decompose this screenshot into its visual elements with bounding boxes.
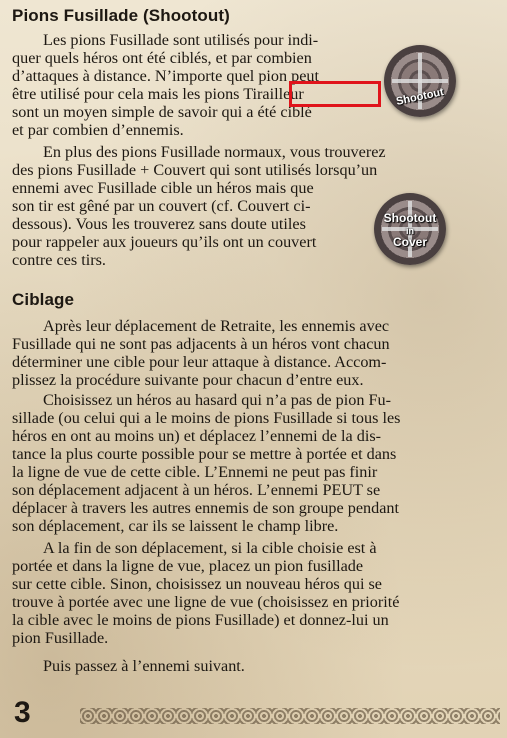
page-number: 3 xyxy=(14,696,31,729)
shootout-cover-token-icon xyxy=(374,193,446,265)
text-line: son tir est gêné par un couvert (cf. Couvert ci- xyxy=(12,197,311,215)
text-line: Après leur déplacement de Retraite, les ennemis avec xyxy=(43,317,390,335)
text-line: A la fin de son déplacement, si la cible choisie est à xyxy=(43,539,377,557)
text-line: déterminer une cible pour leur attaque à distance. Accom- xyxy=(12,353,387,371)
text-line: Puis passez à l’ennemi suivant. xyxy=(43,657,245,675)
shootout-cover-label-mid: in xyxy=(406,226,414,236)
shootout-token-icon xyxy=(384,45,456,117)
text-line: déplacer à travers les autres ennemis de son groupe pendant xyxy=(12,499,399,517)
shootout-token-label: Shootout xyxy=(395,86,445,108)
text-line: être utilisé pour cela mais les pions Tirailleur xyxy=(12,85,304,103)
text-line: dessous). Vous les trouverez sans doute utiles xyxy=(12,215,306,233)
text-line: pion Fusillade. xyxy=(12,629,109,647)
text-line: la cible avec le moins de pions Fusillade) et donnez-lui un xyxy=(12,611,389,629)
text-line: trouve à portée avec une ligne de vue (choisissez en priorité xyxy=(12,593,400,611)
text-line: son déplacement, car ils se laissent le champ libre. xyxy=(12,517,339,535)
decorative-border xyxy=(80,708,500,724)
text-line: son déplacement adjacent à un héros. L’ennemi PEUT se xyxy=(12,481,381,499)
text-line: ennemi avec Fusillade cible un héros mais que xyxy=(12,179,314,197)
section-title-ciblage: Ciblage xyxy=(12,290,75,309)
text-line: contre ces tirs. xyxy=(12,251,106,269)
text-line: sont un moyen simple de savoir qui a été ciblé xyxy=(12,103,312,121)
text-line: des pions Fusillade + Couvert qui sont utilisés lorsqu’un xyxy=(12,161,378,179)
text-line: En plus des pions Fusillade normaux, vous trouverez xyxy=(43,143,386,161)
text-line: tance la plus courte possible pour se mettre à portée et dans xyxy=(12,445,397,463)
text-line: quer quels héros ont été ciblés, et par combien xyxy=(12,49,312,67)
text-line: pour rappeler aux joueurs qu’ils ont un couvert xyxy=(12,233,317,251)
text-line: portée et dans la ligne de vue, placez un pion fusillade xyxy=(12,557,364,575)
highlight-box-tirailleur xyxy=(289,81,381,107)
text-line: Les pions Fusillade sont utilisés pour indi- xyxy=(43,31,319,49)
section-title-shootout: Pions Fusillade (Shootout) xyxy=(12,6,230,25)
text-line: et par combien d’ennemis. xyxy=(12,121,184,139)
shootout-cover-label-bottom: Cover xyxy=(392,235,427,249)
text-line: la ligne de vue de cette cible. L’Ennemi ne peut pas finir xyxy=(12,463,378,481)
text-line: Choisissez un héros au hasard qui n’a pas de pion Fu- xyxy=(43,391,391,409)
text-line: Fusillade qui ne sont pas adjacents à un héros vont chacun xyxy=(12,335,390,353)
text-line: sillade (ou celui qui a le moins de pions Fusillade si tous les xyxy=(12,409,401,427)
text-line: héros en ont au moins un) et déplacez l’ennemi de la dis- xyxy=(12,427,382,445)
text-line: d’attaques à distance. N’importe quel pion peut xyxy=(12,67,320,85)
shootout-cover-label-top: Shootout xyxy=(383,211,437,225)
text-line: sur cette cible. Sinon, choisissez un nouveau héros qui se xyxy=(12,575,382,593)
text-line: plissez la procédure suivante pour chacun d’entre eux. xyxy=(12,371,364,389)
